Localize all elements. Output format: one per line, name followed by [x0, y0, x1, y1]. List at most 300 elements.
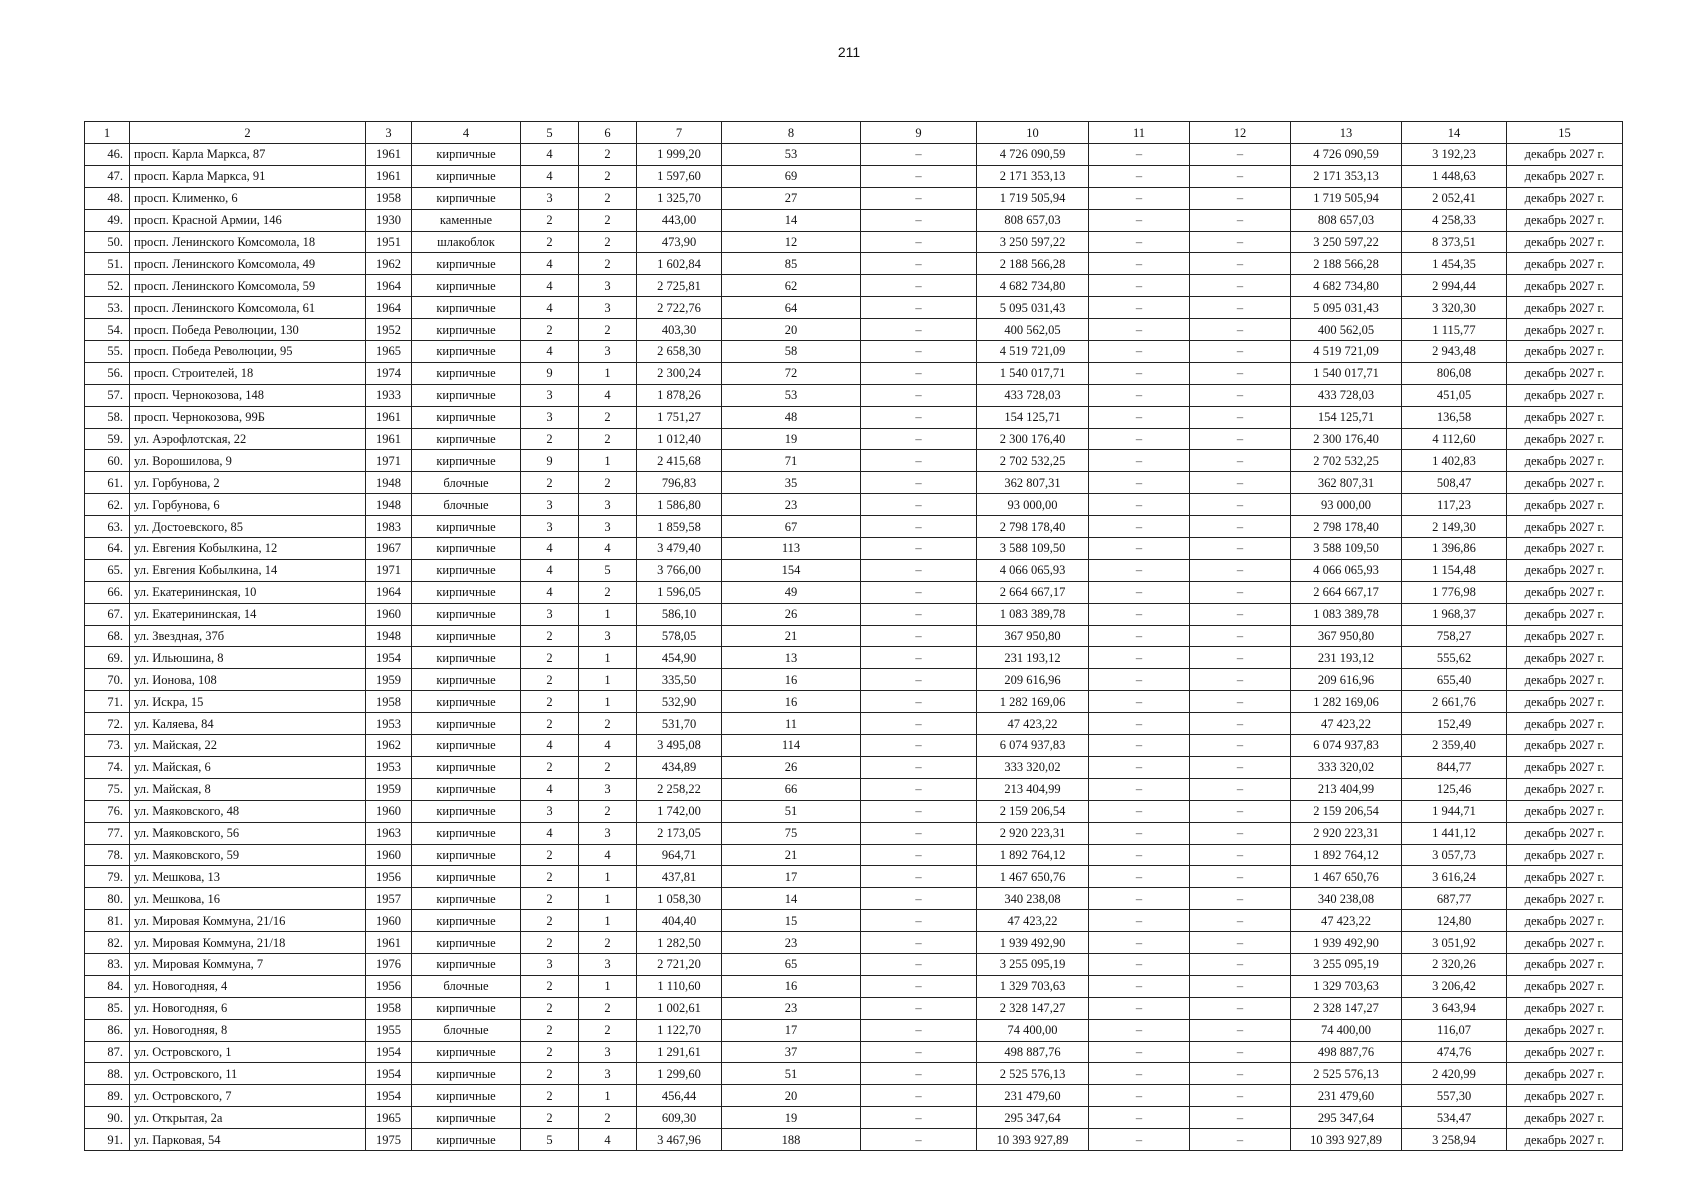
cell-entrances: 4: [579, 384, 637, 406]
cell-residents: 154: [722, 559, 861, 581]
cell-area: 1 878,26: [637, 384, 722, 406]
cell-entrances: 1: [579, 450, 637, 472]
cell-address: ул. Маяковского, 48: [130, 800, 366, 822]
cell-deadline: декабрь 2027 г.: [1507, 997, 1623, 1019]
cell-area: 2 658,30: [637, 341, 722, 363]
cell-floors: 2: [521, 428, 579, 450]
cell-total-cost: 5 095 031,43: [1291, 297, 1402, 319]
cell-address: ул. Островского, 11: [130, 1063, 366, 1085]
cell-total-cost: 74 400,00: [1291, 1019, 1402, 1041]
cell-col12: –: [1190, 1019, 1291, 1041]
cell-row-number: 56.: [85, 362, 130, 384]
table-row: [85, 910, 1623, 932]
cell-cost: 433 728,03: [977, 384, 1089, 406]
cell-cost-per-sqm: 555,62: [1402, 647, 1507, 669]
cell-area: 1 602,84: [637, 253, 722, 275]
table-row: [85, 756, 1623, 778]
cell-residents: 75: [722, 822, 861, 844]
cell-row-number: 78.: [85, 844, 130, 866]
table-row: [85, 1129, 1623, 1151]
cell-col12: –: [1190, 297, 1291, 319]
cell-total-cost: 4 519 721,09: [1291, 341, 1402, 363]
cell-entrances: 3: [579, 822, 637, 844]
cell-col11: –: [1089, 384, 1190, 406]
cell-deadline: декабрь 2027 г.: [1507, 516, 1623, 538]
cell-area: 454,90: [637, 647, 722, 669]
table-row: [85, 888, 1623, 910]
cell-deadline: декабрь 2027 г.: [1507, 450, 1623, 472]
cell-col11: –: [1089, 516, 1190, 538]
cell-row-number: 81.: [85, 910, 130, 932]
cell-year-built: 1974: [366, 362, 412, 384]
column-header: 11: [1089, 122, 1190, 144]
table-row: [85, 1019, 1623, 1041]
cell-area: 3 467,96: [637, 1129, 722, 1151]
cell-cost-per-sqm: 125,46: [1402, 778, 1507, 800]
cell-col9: –: [861, 275, 977, 297]
cell-residents: 23: [722, 997, 861, 1019]
cell-residents: 16: [722, 669, 861, 691]
cell-wall-material: кирпичные: [412, 362, 521, 384]
cell-total-cost: 2 702 532,25: [1291, 450, 1402, 472]
cell-year-built: 1971: [366, 450, 412, 472]
cell-residents: 14: [722, 888, 861, 910]
cell-row-number: 53.: [85, 297, 130, 319]
cell-deadline: декабрь 2027 г.: [1507, 494, 1623, 516]
cell-address: просп. Карла Маркса, 87: [130, 144, 366, 166]
cell-deadline: декабрь 2027 г.: [1507, 1041, 1623, 1063]
cell-entrances: 1: [579, 669, 637, 691]
cell-col12: –: [1190, 253, 1291, 275]
cell-col11: –: [1089, 997, 1190, 1019]
cell-floors: 9: [521, 450, 579, 472]
cell-col9: –: [861, 494, 977, 516]
cell-col12: –: [1190, 428, 1291, 450]
table-row: [85, 472, 1623, 494]
cell-year-built: 1956: [366, 866, 412, 888]
cell-area: 434,89: [637, 756, 722, 778]
cell-area: 1 325,70: [637, 187, 722, 209]
cell-cost: 3 588 109,50: [977, 538, 1089, 560]
cell-row-number: 90.: [85, 1107, 130, 1129]
cell-cost: 295 347,64: [977, 1107, 1089, 1129]
cell-year-built: 1960: [366, 910, 412, 932]
cell-address: ул. Екатерининская, 10: [130, 581, 366, 603]
cell-residents: 16: [722, 975, 861, 997]
cell-residents: 67: [722, 516, 861, 538]
cell-wall-material: кирпичные: [412, 822, 521, 844]
cell-wall-material: кирпичные: [412, 910, 521, 932]
cell-wall-material: кирпичные: [412, 997, 521, 1019]
cell-area: 3 495,08: [637, 735, 722, 757]
cell-total-cost: 2 300 176,40: [1291, 428, 1402, 450]
cell-year-built: 1948: [366, 625, 412, 647]
cell-cost-per-sqm: 3 616,24: [1402, 866, 1507, 888]
cell-row-number: 84.: [85, 975, 130, 997]
cell-cost-per-sqm: 1 968,37: [1402, 603, 1507, 625]
table-row: [85, 603, 1623, 625]
cell-col9: –: [861, 253, 977, 275]
column-header: 12: [1190, 122, 1291, 144]
cell-floors: 2: [521, 1107, 579, 1129]
cell-total-cost: 1 719 505,94: [1291, 187, 1402, 209]
cell-entrances: 4: [579, 735, 637, 757]
table-row: [85, 231, 1623, 253]
cell-deadline: декабрь 2027 г.: [1507, 406, 1623, 428]
cell-floors: 2: [521, 1063, 579, 1085]
cell-deadline: декабрь 2027 г.: [1507, 581, 1623, 603]
cell-year-built: 1951: [366, 231, 412, 253]
cell-entrances: 2: [579, 165, 637, 187]
cell-wall-material: кирпичные: [412, 187, 521, 209]
table-body: [85, 144, 1623, 1151]
cell-row-number: 59.: [85, 428, 130, 450]
cell-floors: 4: [521, 778, 579, 800]
cell-col12: –: [1190, 975, 1291, 997]
cell-residents: 35: [722, 472, 861, 494]
cell-deadline: декабрь 2027 г.: [1507, 932, 1623, 954]
cell-entrances: 1: [579, 647, 637, 669]
cell-address: ул. Майская, 8: [130, 778, 366, 800]
cell-col9: –: [861, 647, 977, 669]
cell-row-number: 57.: [85, 384, 130, 406]
cell-col12: –: [1190, 997, 1291, 1019]
cell-residents: 51: [722, 800, 861, 822]
cell-wall-material: кирпичные: [412, 384, 521, 406]
cell-col12: –: [1190, 800, 1291, 822]
cell-col11: –: [1089, 647, 1190, 669]
cell-area: 578,05: [637, 625, 722, 647]
cell-wall-material: кирпичные: [412, 669, 521, 691]
cell-floors: 2: [521, 691, 579, 713]
cell-col12: –: [1190, 1107, 1291, 1129]
cell-floors: 2: [521, 472, 579, 494]
cell-wall-material: блочные: [412, 975, 521, 997]
cell-col11: –: [1089, 888, 1190, 910]
cell-col12: –: [1190, 647, 1291, 669]
cell-col12: –: [1190, 603, 1291, 625]
cell-year-built: 1964: [366, 297, 412, 319]
cell-col12: –: [1190, 1129, 1291, 1151]
cell-cost: 47 423,22: [977, 910, 1089, 932]
cell-address: просп. Чернокозова, 99Б: [130, 406, 366, 428]
table-row: [85, 428, 1623, 450]
cell-col12: –: [1190, 362, 1291, 384]
cell-deadline: декабрь 2027 г.: [1507, 888, 1623, 910]
cell-residents: 114: [722, 735, 861, 757]
cell-entrances: 3: [579, 778, 637, 800]
cell-wall-material: блочные: [412, 494, 521, 516]
cell-entrances: 2: [579, 800, 637, 822]
cell-year-built: 1948: [366, 494, 412, 516]
cell-row-number: 69.: [85, 647, 130, 669]
cell-col12: –: [1190, 144, 1291, 166]
cell-year-built: 1953: [366, 756, 412, 778]
cell-total-cost: 2 798 178,40: [1291, 516, 1402, 538]
cell-deadline: декабрь 2027 г.: [1507, 866, 1623, 888]
table-row: [85, 362, 1623, 384]
cell-row-number: 49.: [85, 209, 130, 231]
cell-deadline: декабрь 2027 г.: [1507, 275, 1623, 297]
page-number: 211: [837, 44, 861, 60]
cell-floors: 2: [521, 319, 579, 341]
cell-floors: 4: [521, 341, 579, 363]
cell-total-cost: 1 083 389,78: [1291, 603, 1402, 625]
cell-row-number: 66.: [85, 581, 130, 603]
cell-wall-material: кирпичные: [412, 625, 521, 647]
cell-residents: 66: [722, 778, 861, 800]
cell-col12: –: [1190, 341, 1291, 363]
cell-total-cost: 2 664 667,17: [1291, 581, 1402, 603]
cell-area: 964,71: [637, 844, 722, 866]
cell-year-built: 1976: [366, 953, 412, 975]
cell-col9: –: [861, 1019, 977, 1041]
cell-total-cost: 47 423,22: [1291, 910, 1402, 932]
cell-wall-material: каменные: [412, 209, 521, 231]
cell-col12: –: [1190, 1085, 1291, 1107]
cell-address: ул. Мировая Коммуна, 21/16: [130, 910, 366, 932]
cell-deadline: декабрь 2027 г.: [1507, 253, 1623, 275]
cell-deadline: декабрь 2027 г.: [1507, 1085, 1623, 1107]
cell-floors: 2: [521, 231, 579, 253]
cell-floors: 3: [521, 800, 579, 822]
cell-deadline: декабрь 2027 г.: [1507, 953, 1623, 975]
cell-cost: 209 616,96: [977, 669, 1089, 691]
column-header: 8: [722, 122, 861, 144]
cell-total-cost: 4 726 090,59: [1291, 144, 1402, 166]
table-row: [85, 932, 1623, 954]
cell-col12: –: [1190, 822, 1291, 844]
cell-cost-per-sqm: 1 448,63: [1402, 165, 1507, 187]
cell-floors: 3: [521, 187, 579, 209]
cell-area: 3 479,40: [637, 538, 722, 560]
cell-cost: 231 479,60: [977, 1085, 1089, 1107]
cell-entrances: 2: [579, 187, 637, 209]
cell-cost-per-sqm: 1 396,86: [1402, 538, 1507, 560]
cell-col11: –: [1089, 341, 1190, 363]
cell-col12: –: [1190, 625, 1291, 647]
cell-year-built: 1960: [366, 800, 412, 822]
cell-deadline: декабрь 2027 г.: [1507, 975, 1623, 997]
cell-entrances: 1: [579, 975, 637, 997]
cell-cost: 47 423,22: [977, 713, 1089, 735]
cell-total-cost: 213 404,99: [1291, 778, 1402, 800]
cell-col9: –: [861, 406, 977, 428]
cell-col12: –: [1190, 669, 1291, 691]
cell-deadline: декабрь 2027 г.: [1507, 231, 1623, 253]
cell-cost-per-sqm: 117,23: [1402, 494, 1507, 516]
cell-row-number: 61.: [85, 472, 130, 494]
cell-cost-per-sqm: 1 454,35: [1402, 253, 1507, 275]
cell-floors: 2: [521, 756, 579, 778]
cell-col12: –: [1190, 538, 1291, 560]
cell-wall-material: кирпичные: [412, 428, 521, 450]
cell-year-built: 1956: [366, 975, 412, 997]
table-row: [85, 559, 1623, 581]
cell-year-built: 1930: [366, 209, 412, 231]
cell-entrances: 2: [579, 144, 637, 166]
cell-wall-material: шлакоблок: [412, 231, 521, 253]
cell-total-cost: 4 066 065,93: [1291, 559, 1402, 581]
cell-year-built: 1954: [366, 647, 412, 669]
table-row: [85, 866, 1623, 888]
cell-entrances: 4: [579, 538, 637, 560]
cell-row-number: 54.: [85, 319, 130, 341]
cell-deadline: декабрь 2027 г.: [1507, 603, 1623, 625]
cell-entrances: 3: [579, 275, 637, 297]
cell-total-cost: 3 255 095,19: [1291, 953, 1402, 975]
cell-row-number: 76.: [85, 800, 130, 822]
cell-cost: 808 657,03: [977, 209, 1089, 231]
cell-area: 1 742,00: [637, 800, 722, 822]
cell-cost-per-sqm: 152,49: [1402, 713, 1507, 735]
cell-floors: 4: [521, 275, 579, 297]
table-row: [85, 494, 1623, 516]
cell-residents: 49: [722, 581, 861, 603]
column-header: 9: [861, 122, 977, 144]
cell-wall-material: кирпичные: [412, 144, 521, 166]
cell-col12: –: [1190, 231, 1291, 253]
cell-cost: 2 171 353,13: [977, 165, 1089, 187]
cell-cost-per-sqm: 2 943,48: [1402, 341, 1507, 363]
cell-residents: 17: [722, 1019, 861, 1041]
cell-col9: –: [861, 778, 977, 800]
cell-col12: –: [1190, 319, 1291, 341]
cell-entrances: 3: [579, 1041, 637, 1063]
cell-col9: –: [861, 713, 977, 735]
cell-area: 2 415,68: [637, 450, 722, 472]
cell-col9: –: [861, 428, 977, 450]
table-row: [85, 581, 1623, 603]
cell-deadline: декабрь 2027 г.: [1507, 1019, 1623, 1041]
cell-residents: 13: [722, 647, 861, 669]
cell-entrances: 3: [579, 341, 637, 363]
cell-col9: –: [861, 362, 977, 384]
cell-total-cost: 2 920 223,31: [1291, 822, 1402, 844]
cell-col11: –: [1089, 932, 1190, 954]
cell-col11: –: [1089, 472, 1190, 494]
cell-deadline: декабрь 2027 г.: [1507, 778, 1623, 800]
cell-year-built: 1954: [366, 1063, 412, 1085]
cell-col9: –: [861, 1107, 977, 1129]
cell-col12: –: [1190, 516, 1291, 538]
cell-area: 796,83: [637, 472, 722, 494]
cell-col9: –: [861, 910, 977, 932]
cell-area: 2 721,20: [637, 953, 722, 975]
cell-address: ул. Горбунова, 2: [130, 472, 366, 494]
cell-area: 1 012,40: [637, 428, 722, 450]
cell-total-cost: 1 467 650,76: [1291, 866, 1402, 888]
cell-address: просп. Ленинского Комсомола, 59: [130, 275, 366, 297]
cell-cost-per-sqm: 3 051,92: [1402, 932, 1507, 954]
cell-row-number: 79.: [85, 866, 130, 888]
cell-row-number: 82.: [85, 932, 130, 954]
cell-wall-material: кирпичные: [412, 559, 521, 581]
table-row: [85, 384, 1623, 406]
cell-address: просп. Красной Армии, 146: [130, 209, 366, 231]
cell-col9: –: [861, 341, 977, 363]
cell-cost-per-sqm: 136,58: [1402, 406, 1507, 428]
cell-wall-material: кирпичные: [412, 1085, 521, 1107]
cell-cost: 10 393 927,89: [977, 1129, 1089, 1151]
cell-total-cost: 3 250 597,22: [1291, 231, 1402, 253]
cell-cost: 2 798 178,40: [977, 516, 1089, 538]
cell-wall-material: кирпичные: [412, 866, 521, 888]
cell-row-number: 46.: [85, 144, 130, 166]
cell-address: просп. Ленинского Комсомола, 49: [130, 253, 366, 275]
cell-cost-per-sqm: 2 661,76: [1402, 691, 1507, 713]
cell-address: просп. Ленинского Комсомола, 61: [130, 297, 366, 319]
cell-total-cost: 209 616,96: [1291, 669, 1402, 691]
cell-total-cost: 1 282 169,06: [1291, 691, 1402, 713]
cell-col12: –: [1190, 581, 1291, 603]
cell-cost-per-sqm: 687,77: [1402, 888, 1507, 910]
cell-deadline: декабрь 2027 г.: [1507, 800, 1623, 822]
cell-cost: 1 939 492,90: [977, 932, 1089, 954]
table-row: [85, 297, 1623, 319]
column-header: 13: [1291, 122, 1402, 144]
cell-cost-per-sqm: 3 192,23: [1402, 144, 1507, 166]
cell-area: 404,40: [637, 910, 722, 932]
cell-residents: 58: [722, 341, 861, 363]
cell-address: ул. Горбунова, 6: [130, 494, 366, 516]
cell-cost: 400 562,05: [977, 319, 1089, 341]
cell-col9: –: [861, 866, 977, 888]
cell-col12: –: [1190, 187, 1291, 209]
table-row: [85, 953, 1623, 975]
table-row: [85, 209, 1623, 231]
cell-year-built: 1964: [366, 581, 412, 603]
cell-year-built: 1965: [366, 341, 412, 363]
cell-residents: 51: [722, 1063, 861, 1085]
cell-total-cost: 340 238,08: [1291, 888, 1402, 910]
column-header: 4: [412, 122, 521, 144]
cell-row-number: 87.: [85, 1041, 130, 1063]
cell-floors: 3: [521, 516, 579, 538]
cell-entrances: 3: [579, 953, 637, 975]
cell-residents: 37: [722, 1041, 861, 1063]
cell-wall-material: кирпичные: [412, 538, 521, 560]
cell-deadline: декабрь 2027 г.: [1507, 1063, 1623, 1085]
cell-area: 1 291,61: [637, 1041, 722, 1063]
cell-entrances: 2: [579, 713, 637, 735]
cell-year-built: 1963: [366, 822, 412, 844]
column-header: 7: [637, 122, 722, 144]
cell-year-built: 1953: [366, 713, 412, 735]
column-header: 5: [521, 122, 579, 144]
cell-wall-material: кирпичные: [412, 1107, 521, 1129]
table-row: [85, 253, 1623, 275]
cell-address: ул. Ворошилова, 9: [130, 450, 366, 472]
table-row: [85, 406, 1623, 428]
cell-row-number: 63.: [85, 516, 130, 538]
cell-row-number: 47.: [85, 165, 130, 187]
cell-col11: –: [1089, 275, 1190, 297]
cell-col9: –: [861, 691, 977, 713]
cell-residents: 11: [722, 713, 861, 735]
cell-col9: –: [861, 165, 977, 187]
cell-year-built: 1961: [366, 932, 412, 954]
cell-floors: 2: [521, 209, 579, 231]
cell-entrances: 1: [579, 910, 637, 932]
cell-cost-per-sqm: 2 359,40: [1402, 735, 1507, 757]
cell-area: 1 859,58: [637, 516, 722, 538]
cell-address: ул. Каляева, 84: [130, 713, 366, 735]
cell-col12: –: [1190, 165, 1291, 187]
cell-year-built: 1959: [366, 669, 412, 691]
cell-row-number: 83.: [85, 953, 130, 975]
cell-col11: –: [1089, 844, 1190, 866]
